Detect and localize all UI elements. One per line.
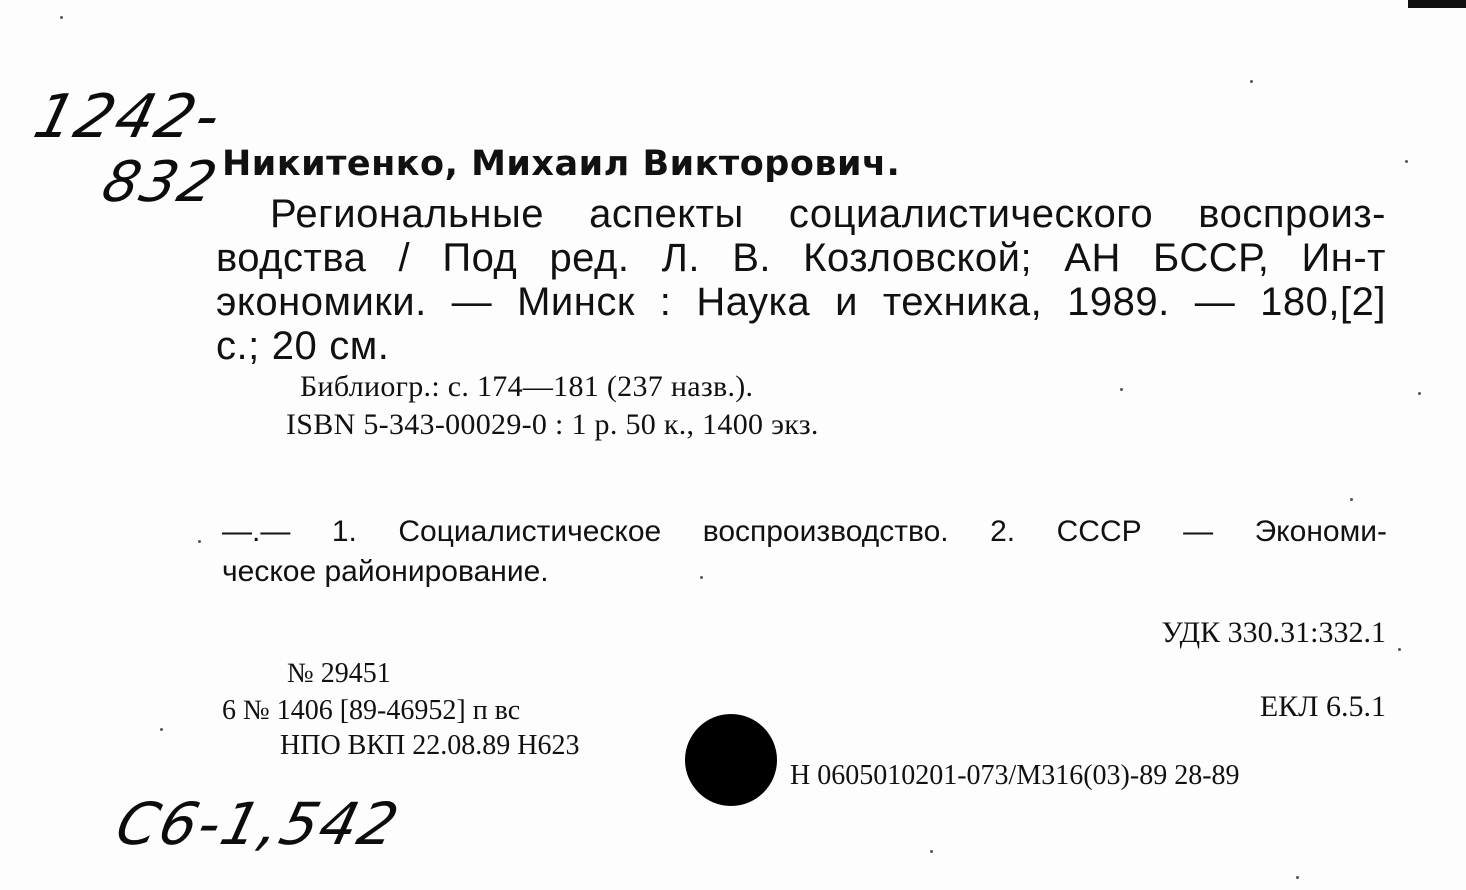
speck	[930, 850, 933, 853]
subject-word: Социалистическое	[398, 515, 662, 548]
card-number: № 29451	[287, 658, 391, 689]
udk-code: УДК 330.31:332.1	[1161, 616, 1386, 649]
title-word: воспроиз-	[1198, 192, 1386, 236]
speck	[1350, 498, 1353, 501]
subject-word: 2.	[990, 515, 1016, 548]
speck	[1296, 876, 1299, 879]
title-word: :	[659, 280, 672, 324]
title-word: Минск	[517, 280, 635, 324]
speck	[60, 16, 63, 19]
speck	[1418, 392, 1421, 395]
title-word: ред.	[549, 236, 630, 280]
title-word: см.	[329, 324, 390, 368]
subject-word: 1.	[331, 515, 357, 548]
title-line-3	[216, 280, 1386, 324]
title-word: —	[1194, 280, 1236, 324]
speck	[700, 576, 703, 579]
title-word: и	[835, 280, 858, 324]
title-word: Наука	[696, 280, 811, 324]
isbn-line: ISBN 5-343-00029-0 : 1 р. 50 к., 1400 экз.	[286, 408, 819, 441]
title-word: 20	[271, 324, 318, 368]
speck	[1405, 160, 1408, 163]
speck	[1120, 388, 1123, 391]
handwritten-shelfmark-bottom: 832	[95, 150, 225, 215]
punch-hole	[685, 714, 777, 806]
subjects-line-2: ческое районирование.	[222, 555, 549, 588]
title-imprint	[216, 192, 1386, 368]
title-word: —	[451, 280, 493, 324]
handwritten-shelfmark-top: 1242-	[27, 82, 230, 152]
subject-word: воспроизводство.	[702, 515, 949, 548]
title-word: экономики.	[216, 280, 427, 324]
title-word: БССР,	[1153, 236, 1270, 280]
title-word: АН	[1064, 236, 1121, 280]
title-word: 1989.	[1067, 280, 1170, 324]
title-word: техника,	[882, 280, 1043, 324]
title-word: Козловской;	[803, 236, 1033, 280]
title-word: с.;	[216, 324, 260, 368]
title-word: 180,[2]	[1260, 280, 1386, 324]
title-word: аспекты	[589, 192, 744, 236]
print-line: 6 № 1406 [89-46952] п вс	[222, 695, 521, 726]
subject-word: Экономи-	[1254, 515, 1387, 548]
subject-word: —	[1183, 515, 1214, 548]
speck	[1250, 80, 1253, 83]
title-word: Л.	[661, 236, 701, 280]
title-line-1	[216, 192, 1386, 236]
title-word: Под	[442, 236, 518, 280]
edge-mark	[1408, 0, 1466, 8]
title-word: водства	[216, 236, 367, 280]
code-line: Н 0605010201-073/М316(03)-89 28-89	[790, 760, 1240, 791]
title-line-2	[216, 236, 1386, 280]
title-word: Региональные	[270, 192, 544, 236]
npo-line: НПО ВКП 22.08.89 Н623	[280, 730, 580, 761]
title-word: /	[398, 236, 411, 280]
title-line-4	[216, 324, 1386, 368]
speck	[160, 728, 163, 731]
ekl-code: ЕКЛ 6.5.1	[1259, 690, 1386, 723]
subject-tracings	[222, 512, 1387, 592]
title-word: В.	[732, 236, 771, 280]
title-word: социалистического	[788, 192, 1154, 236]
subject-word: СССР	[1056, 515, 1142, 548]
bibliography-note: Библиогр.: с. 174—181 (237 назв.).	[300, 370, 754, 403]
handwritten-bottom-note: C6-1,542	[109, 790, 407, 858]
speck	[1398, 648, 1401, 651]
subjects-line-1	[222, 512, 1387, 552]
subject-word: —.—	[222, 515, 291, 548]
author-heading: Никитенко, Михаил Викторович.	[222, 144, 901, 184]
title-word: Ин-т	[1301, 236, 1386, 280]
speck	[198, 540, 201, 543]
